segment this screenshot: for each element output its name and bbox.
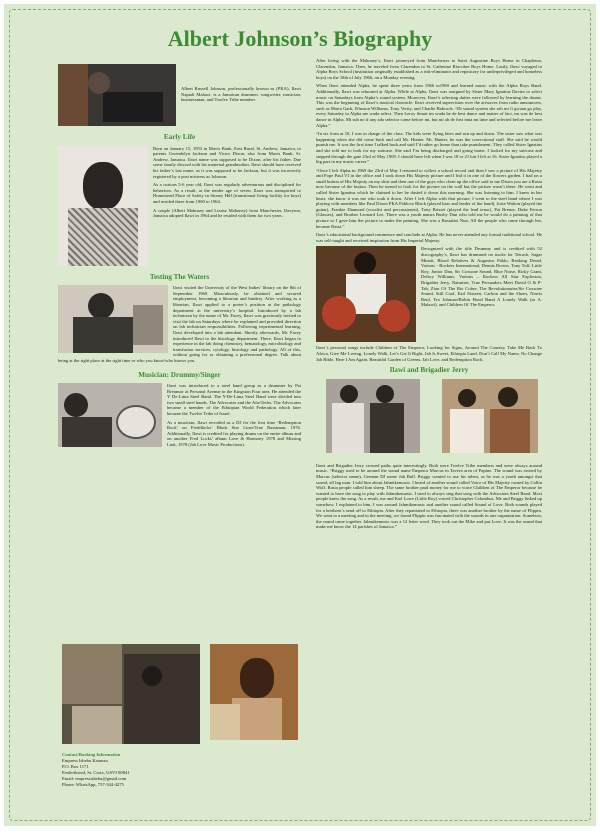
brigadier-heading: Ilawi and Brigadier Jerry <box>389 366 469 375</box>
contact-pobox: P.O. Box 1171 <box>62 764 89 769</box>
right-p5: Ilawi’s educational background commence and conclude at Alpha. He has never attended any formal traditional school. He was self-taught and received inspiration from His Imperial Majesty. <box>316 232 542 243</box>
drummy-p1: Ilawi was introduced to a steel band group as a drummer by Pat Brennsor at Personal Avenue in the Kingston Four area. He attended the Y De-Lima Steel Band. The Y-De-Lima Steel Band were divided into two small steel bands, The Advocates and the AfroTechs. The Advocates became a member of the Ethiopian World Federation which later became the Twelve Tribe of Israel. <box>167 383 301 417</box>
contact-info <box>62 750 262 788</box>
young-portrait-photo <box>58 146 148 266</box>
right-p3: “In six form at 16, I was in charge of the class. The kids were flying kites and run up and down. The sister saw what was happening when she did come back and call Mr. Hunter. Mr. Hunter, he was the correctional staff. She said he would punish me. It was the first time I talked back and said I’d rather go home than take punishment. They called Sister Ignatius and she told me to look for my suitcase. She said I’m being discharged and going home. I looked for my suitcase and stepped through the gate 23rd of May 1969. I should have left when I was 18 or 21 but I left at 16. Sister Ignatius played a big part in my music career.” <box>316 131 542 165</box>
early-life-p3: A couple (Albert Mahoney and Louise Mahoney) from Manchester, Davyton, Jamaica adopted Ilawi in 1964 and he resided with them for two years. <box>153 207 301 219</box>
right-column <box>316 58 542 533</box>
early-life-heading: Early Life <box>163 133 196 141</box>
contact-email[interactable]: Email: empressishebu@gmail.com <box>62 776 127 781</box>
contact-phone[interactable]: Phone: WhatsApp, 757-344-4275 <box>62 782 124 787</box>
drummy-p2: As a musician, Ilawi recorded as a DJ for the first time ‘Redemption Rock’ on Freddlocks’ Black Star Liner/True Rastaman, 1976. Additionally, Ilawi is credited for playing drums on the entire album and on another Fred Locks’ album Love & Harmony 1978 and Missing Link, 1978 (Jah Love Music Productions). <box>167 419 301 448</box>
right-p1: After living with the Mahoney’s, Ilawi journeyed from Manchester to Saint Augustine Boys Home in Chapleton, Clarendon, Jamaica. Then, he traveled from Clarendon to St. Catherine Riocobre Boys Home. Lastly, Ilawi voyaged to Alpha Boys School (institution originally established as a risk-eliminator and repository for underprivileged and homeless boys) on the 18th of July 1966, on a Monday evening. <box>316 58 542 80</box>
testing-waters-heading: Testing The Waters <box>149 272 210 281</box>
contact-name: Empress Ishebu Karanza <box>62 758 108 763</box>
left-column <box>58 64 301 451</box>
portrait-color-photo <box>210 644 298 740</box>
right-p8: Ilawi and Brigadier Jerry crossed paths quite interestingly. Both were Twelve Tribe members and were always around music. “Briggy used to be around the sound name Emperor Marcus in Tavern area of Papine. The sound was owned by Marcus (selector name), German DJ name Jah Bull. Briggy wanted to use his talent, as he was a youth amongst that sound, all big man. I told him about Jahmikemusic. I heard of another sound called Voice of His Majesty owned by Collin Wolf. Rasta people called him sheep. The same brother paid money for me to voice Children of The Emperor because he wanted to have the song to play with Jahmikemusic. I used to always sing that song with the Advocates Steel Band. Most people knew the song. As a result, me and Earl Lowe (Little Roy) voiced Christopher Columbus. Me and Briggy linked up somehow. I explained to him, I was around Jahmikemusic and another sound called Sound of Love. Both sounds played for a brethren’s send off to Ethiopia. After they repatriated to Ethiopia, there was another brother by the name of Flippin. We went to a meeting and in the meeting, we found Flippin was fascinated with the sounds in one organization. Somehow, the sound came together. Jahmikemusic was a 12 letter word. They took out the Mike and put Love. It was the sound that make me know the 14 parishes of Jamaica.” <box>316 462 542 530</box>
lab-photo <box>58 285 168 353</box>
contact-address: Frederiksted, St. Croix, USVI 00841 <box>62 770 130 775</box>
drummer-bw-photo <box>58 383 162 447</box>
right-p2: When Ilawi attended Alpha, he spent three years from 1966 to1969 and learned music with the Alpha Boys Band. Additionally, Ilawi was educated at Alpha. While at Alpha, Ilawi was assigned by Sister Mary Ignatius Davies to select music on Saturdays from Alpha’s sound system. Moreover, Ilawi’s selecting duties were followed by learning the drums. This was the beginning of Ilawi’s musical chronicle. Ilawi received supervision over the airwaves from radio announcers, such as Maria Garb, Winston Williams, Tony Verity, and Charlie Babcock. “Di sound system she seh mi fi gwaan go play, every Saturday in Alpha me wuda select. Then Leroy Smart im wuda be de best dance and matter of fact, im was de best dance in Alpha. Mi suh no if any ada selector come before mi, but mi ah de first inna mi time and selected before me leave Alpha.” <box>316 83 542 128</box>
contact-heading: Contact/Booking Information <box>62 752 121 757</box>
intro-text: Albert Russell Johnson, professionally known as (PKA), Ilawi Naptali Malawi, is a Jamaican drummer, songwriter, musician, businessman, and Twelve Tribe member. <box>181 86 301 103</box>
drummer-studio-photo <box>58 64 176 126</box>
drummy-singer-heading: Musician: Drummy/Singer <box>138 370 221 379</box>
right-p6: Recognized with the title Drummy and is credited with 52 discography’s, Ilawi has drummed on tracks for Tetrack, Sugar Minott, Blood Relatives & Augustus Pablo, Ranking Dread, Various - Rockers International, Dennis Brown, Tony Tuff, Little Roy, Junior Dan, Sir Coxsone Sound, Blue Noise, Ricky Grant, Delroy Williams, Various – Rockers All Star Explosion, Brigadier Jerry, Naturiser, True Persuaders Meet David O & P-Tah, Zion Of The Rio Cobre, The Revolutionaries/Sir Coxsone Sound, Still Cool, Earl Sixteen, Carlton and the Shoes, Norris Reid, Tex Johnson/Robin Hood Band A Lonely Walk (as A. Malawi), and Children Of The Emperor. <box>421 246 542 308</box>
early-life-p2: As a curious 5-6 year old, Ilawi was regularly adventurous and disciplined for behaviors. As a result, at the tender age of seven, Ilawi was transported to Homestead Place of Safety in Stoney Hill (transitional living facility for boys) and resided there from 1960 to 1964. <box>153 182 301 204</box>
brigadier-photo-right <box>442 379 538 453</box>
drum-kit-photo <box>316 246 416 342</box>
page-title: Albert Johnson’s Biography <box>167 26 433 51</box>
collage-photo-group <box>62 644 200 744</box>
right-p7: Ilawi’s personal songs include Children of The Emperor, Looking for Signs, Around The Country, Take Me Back To Africa, Give Me Loving, Lonely Walk, Let’s Get It Right, Jah Is Sweet, Ethiopia Land, Don’t Call My Name, No Change Jah Bible, Here I Am Again, Beautiful Garden of Greens, Jah Love, and Redemption Rock. <box>316 345 542 362</box>
early-life-p1: Born on January 15, 1953 in Mavis Bank, East Rural, St. Andrew, Jamaica, to parents Gwendolyn Jackson and Victor Dixon, also from Mavis Bank, St. Andrew, Jamaica. Ilawi name was supposed to be Dixon, after his father. Due some family discord with his maternal grandmother, Ilawi should have received his father’s last name, as it was supposed to be Jackson, but it was incorrectly registered by a post mistress as Johnson. <box>153 145 301 179</box>
right-p4: “Once I left Alpha in 1969 the 23rd of May I returned to collect a school record and then I saw a picture of His Majesty and Pope Paul VI in the office and I took down His Majesty picture and I hid it in one of the flowers garden. I had on a small button of His Majesty on my shirt and then one of the guys who clean up the office said to me Dixon you are a Rasta now because of the button. Then he turned to look for the picture on the wall but the picture wasn’t there. He went and called Sister Ignatius which he claimed to her he dusted it down this morning. She was listening to him. I knew in her heart, she know it was me who took it down. After I left Alpha with that picture, I went to the steel band where I was playing with members like Paul Dixon PKA Pablove Black (played bass and leader of the band), Josie Walton (played the guitar), Frankie Diamond (vocalist and percussionist), Tony Brisset (played the lead tenor), Pat Brenor, Duke Ferron (Glasses), and Brother Leonard Lee. There was a youth names Bushy Dun who told me he would do a painting of that picture so I gave him the picture to make the painting. She was a Rastafari Nun. All the people who came through her, became Rasta.” <box>316 167 542 229</box>
brigadier-photo-left <box>326 379 420 453</box>
testing-waters-text: Ilawi visited the University of the West Indies’ library on the 8th of September 1969. Miraculously, he obtained and secured employment, becoming a librarian and bindery. After working as a librarian, Ilawi applied to a porter’s position at the pathology department at the university’s hospital. Introduced by a lab technician by the name of Mr. Facey, Ilawi was graciously invited to visit the lab on Saturdays where he explained and provided direction on lab technician responsibilities. Following experimental learning, Ilawi developed into a lab attendant. Shortly afterwards, Mr. Facey introduced Ilawi to the histology department. There, Ilawi began to experience in the lab doing chemistry, hematology, microbiology and transfusion services, cytology, histology and pathology. All of this, without going for or obtaining a professional degree. Talk about being at the right place at the right time or who you know/who knows you. <box>58 285 301 363</box>
biography-poster <box>4 4 596 826</box>
